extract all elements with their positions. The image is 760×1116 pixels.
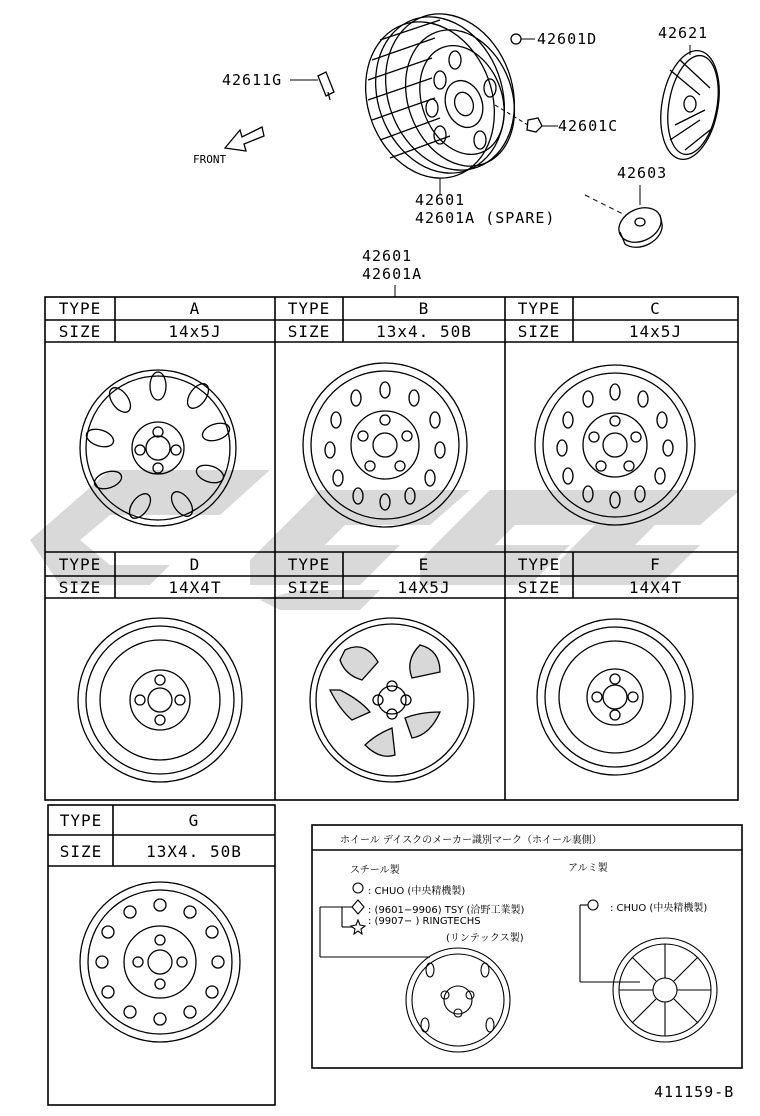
size-label-a: SIZE (58, 322, 102, 341)
size-value-e: 14X5J (397, 578, 451, 597)
front-label: FRONT (193, 153, 227, 166)
part-label-42621: 42621 (658, 24, 709, 42)
steel-item-ringtechs: : (9907− ) RINGTECHS (368, 916, 481, 927)
size-value-f: 14X4T (628, 578, 683, 597)
size-value-b: 13x4. 50B (376, 322, 472, 341)
part-label-42611G: 42611G (222, 71, 283, 89)
table-title-line1: 42601 (362, 247, 413, 265)
type-label-b: TYPE (287, 299, 331, 318)
type-label-c: TYPE (517, 299, 561, 318)
size-label-f: SIZE (517, 578, 561, 597)
type-label-d: TYPE (58, 555, 102, 574)
ringtechs-note: (リンテックス製) (446, 933, 524, 944)
steel-heading: スチール製 (350, 865, 400, 876)
part-label-42601C: 42601C (558, 117, 619, 135)
size-value-a: 14x5J (168, 322, 222, 341)
wheel-table-grid (45, 297, 742, 1105)
valve-42611G-drawing (318, 72, 334, 100)
size-label-c: SIZE (517, 322, 561, 341)
wheel-e-drawing (310, 618, 474, 782)
size-label-g: SIZE (59, 842, 103, 861)
type-value-f: F (650, 555, 661, 574)
type-label-f: TYPE (517, 555, 561, 574)
wheel-f-drawing (537, 619, 693, 775)
main-wheel-drawing (344, 0, 535, 196)
hubcap-42621-drawing (653, 46, 727, 164)
part-label-42601D: 42601D (537, 30, 598, 48)
wheel-d-drawing (78, 618, 242, 782)
front-arrow (225, 127, 264, 151)
diagram-number: 411159-B (654, 1083, 735, 1101)
alu-item-chuo: : CHUO (中央精機製) (610, 903, 708, 914)
size-label-b: SIZE (287, 322, 331, 341)
maker-box-title: ホイール デイスクのメーカー識別マーク（ホイール裏側） (340, 835, 602, 846)
type-label-e: TYPE (287, 555, 331, 574)
type-value-a: A (189, 299, 201, 318)
wheel-g-drawing (80, 882, 240, 1042)
size-label-d: SIZE (58, 578, 102, 597)
size-value-g: 13X4. 50B (146, 842, 242, 861)
type-label-a: TYPE (58, 299, 102, 318)
steel-item-chuo: : CHUO (中央精機製) (368, 886, 466, 897)
size-value-d: 14X4T (168, 578, 222, 597)
size-value-c: 14x5J (628, 322, 683, 341)
part-label-42601: 42601 (415, 191, 466, 209)
nut-42601C-drawing (527, 118, 542, 132)
type-value-c: C (650, 299, 661, 318)
type-label-g: TYPE (59, 811, 103, 830)
nut-42601D-drawing (511, 34, 521, 44)
type-value-d: D (189, 555, 201, 574)
alu-heading: アルミ製 (568, 863, 608, 874)
type-value-g: G (188, 811, 200, 830)
size-label-e: SIZE (287, 578, 331, 597)
type-value-e: E (418, 555, 430, 574)
steel-item-tsy: : (9601−9906) TSY (洽野工業製) (368, 905, 525, 916)
table-title-line2: 42601A (362, 265, 423, 283)
center-cap-42603-drawing (613, 201, 666, 249)
type-value-b: B (418, 299, 430, 318)
part-label-42601A-spare: 42601A (SPARE) (415, 209, 556, 227)
part-label-42603: 42603 (617, 164, 668, 182)
